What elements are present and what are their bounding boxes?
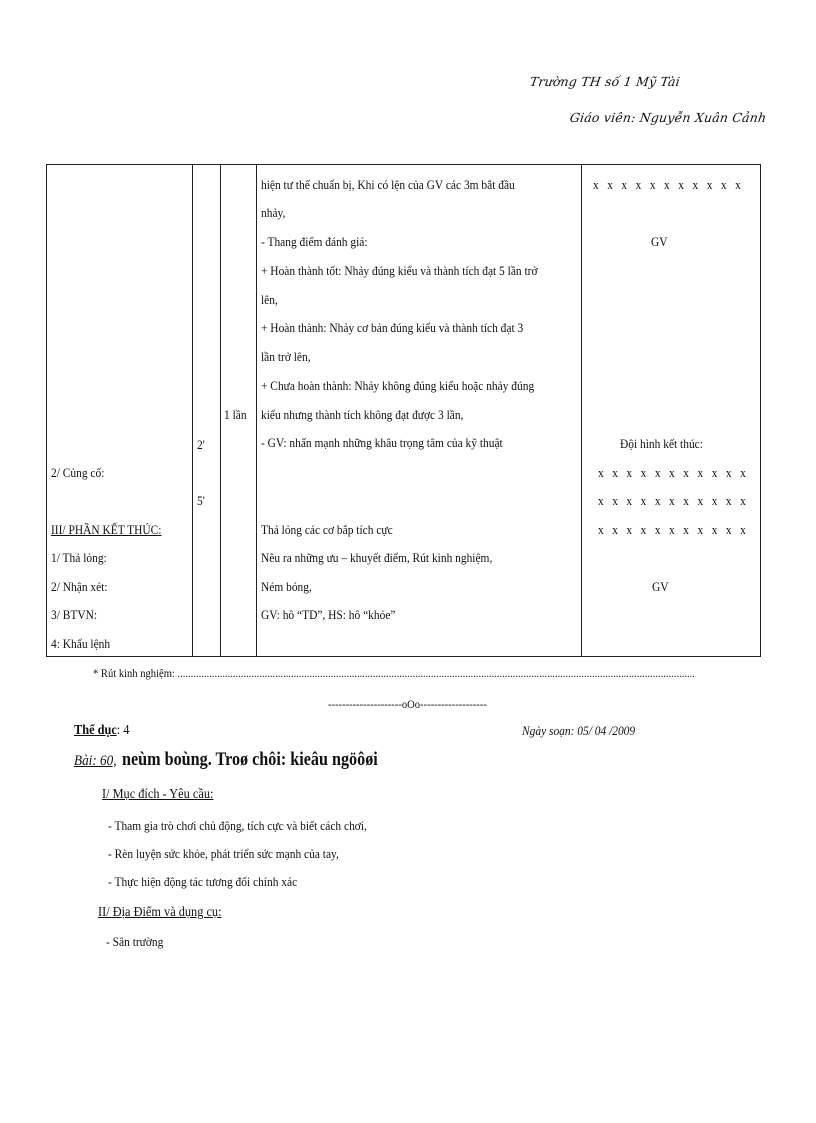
count-value: 1 lần: [224, 407, 247, 422]
time-value: 5': [197, 493, 205, 508]
content-line: Thả lỏng các cơ bắp tích cực: [261, 522, 393, 537]
section-phan-ket-thuc: III/ PHẦN KẾT THÚC:: [51, 522, 162, 537]
teacher-marker: GV: [651, 234, 668, 249]
subject-number: : 4: [116, 723, 130, 738]
table-divider-time: [192, 164, 193, 657]
location-item: - Sân trường: [106, 934, 164, 949]
content-line: kiểu nhưng thành tích không đạt được 3 lần,: [261, 407, 464, 422]
objective-item: - Thực hiện động tác tương đối chính xác: [108, 874, 298, 889]
content-line: + Hoàn thành tốt: Nhảy đúng kiểu và thành tích đạt 5 lần trở: [261, 263, 538, 278]
content-line: - GV: nhấn mạnh những khâu trọng tâm của kỹ thuật: [261, 435, 503, 450]
table-divider-org: [581, 164, 582, 657]
review-notes: * Rút kinh nghiệm: ....................................................................................................................................................................................................: [93, 666, 695, 680]
section-location: II/ Địa Điểm và dụng cụ:: [98, 905, 222, 920]
content-line: Ném bóng,: [261, 579, 312, 594]
content-line: hiện tư thế chuẩn bị, Khi có lện của GV các 3m bắt đầu: [261, 177, 515, 192]
formation-title: Đội hình kết thúc:: [620, 436, 703, 451]
separator: ---------------------oOo-------------------: [328, 697, 487, 711]
content-line: + Hoàn thành: Nhảy cơ bản đúng kiểu và thành tích đạt 3: [261, 320, 524, 335]
formation-row: x x x x x x x x x x x: [593, 177, 744, 192]
content-line: GV: hô “TD”, HS: hô “khỏe”: [261, 607, 396, 622]
content-line: Nêu ra những ưu – khuyết điểm, Rút kinh nghiệm,: [261, 550, 493, 565]
formation-row: x x x x x x x x x x x: [598, 522, 749, 537]
item-nhan-xet: 2/ Nhận xét:: [51, 579, 108, 594]
objective-item: - Tham gia trò chơi chủ động, tích cực và biết cách chơi,: [108, 818, 367, 833]
school-name: Trường TH số 1 Mỹ Tài: [528, 74, 682, 89]
content-line: - Thang điểm đánh giá:: [261, 234, 368, 249]
content-line: nhảy,: [261, 205, 286, 220]
time-value: 2': [197, 437, 205, 452]
table-divider-content: [256, 164, 257, 657]
content-line: + Chưa hoàn thành: Nhảy không đúng kiểu hoặc nhảy đúng: [261, 378, 535, 393]
lesson-title: neùm boùng. Troø chôi: kieâu ngöôøi: [122, 749, 379, 770]
teacher-name: Giáo viên: Nguyễn Xuân Cảnh: [568, 110, 768, 125]
item-khau-lenh: 4: Khẩu lệnh: [51, 636, 111, 651]
lesson-title-line: [74, 749, 423, 771]
formation-row: x x x x x x x x x x x: [598, 493, 749, 508]
content-line: lần trở lên,: [261, 349, 311, 364]
item-btvn: 3/ BTVN:: [51, 607, 98, 622]
table-divider-count: [220, 164, 221, 657]
formation-row: x x x x x x x x x x x: [598, 465, 749, 480]
subject-label: Thể dục: [74, 723, 117, 738]
objective-item: - Rèn luyện sức khỏe, phát triển sức mạnh của tay,: [108, 846, 339, 861]
item-tha-long: 1/ Thả lỏng:: [51, 550, 107, 565]
teacher-marker: GV: [652, 579, 669, 594]
subject-line: [74, 723, 129, 739]
lesson-number: Bài: 60,: [74, 753, 117, 769]
content-line: lên,: [261, 292, 278, 307]
date-label: Ngày soạn: 05/ 04 /2009: [522, 723, 636, 738]
section-cung-co: 2/ Củng cố:: [51, 465, 105, 480]
section-objectives: I/ Mục đích - Yêu cầu:: [102, 787, 214, 802]
